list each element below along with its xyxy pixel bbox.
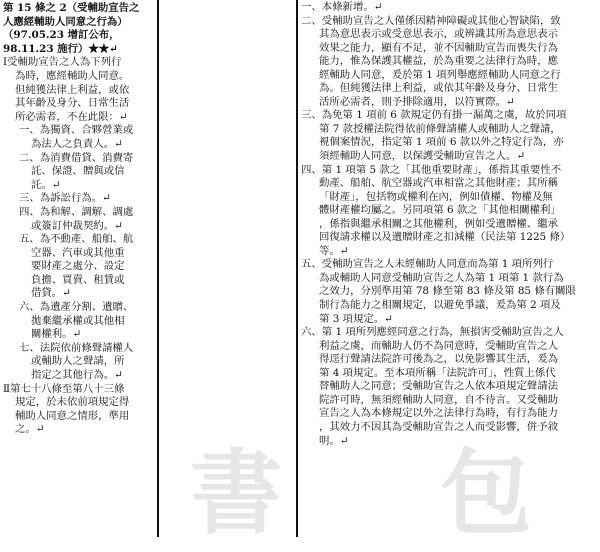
- reason-line: 「財產」，包括物或權利在內，例如債權、物權及無: [319, 190, 553, 203]
- list-item: 四、為和解、調解、調處: [19, 205, 134, 218]
- reason-item: 六、第 1 項所列應經同意之行為，無損害受輔助宣告之人: [301, 326, 564, 339]
- reason-line: 動產、船舶、航空器或汽車相當之其他財產；其所稱: [319, 177, 558, 190]
- list-item: 三、為訴訟行為。↵: [19, 192, 111, 205]
- reason-line: 視個案情況，指定第 1 項前 6 款以外之特定行為，亦: [319, 136, 564, 149]
- reason-item: 四、第 1 項第 5 款之「其他重要財產」，係指其重要性不: [301, 163, 562, 176]
- reason-line: 經輔助人同意，爰於第 1 項列舉應經輔助人同意之行: [319, 68, 561, 81]
- reason-line: 回復請求權以及遺贈財產之扣減權（民法第 1225 條）: [319, 231, 571, 244]
- list-item: 指定之其他行為。↵: [31, 369, 123, 382]
- list-item: 負擔、買賣、租賃或: [31, 273, 125, 286]
- paragraph-line: 輔助人同意之情形，準用: [15, 409, 130, 422]
- reason-line: 效果之能力，顯有不足，並不因輔助宣告而喪失行為: [319, 41, 558, 54]
- reason-line: 得逕行聲請法院許可後為之，以免影響其生活，爰為: [319, 353, 558, 366]
- list-item: 五、為不動產、船舶、航: [19, 233, 134, 246]
- reason-item: 一、本條新增。↵: [301, 1, 383, 13]
- list-item: 一、為獨資、合夥營業或: [19, 124, 134, 137]
- paragraph-line: 所必需者，不在此限：↵: [15, 110, 128, 123]
- article-title: 第 15 條之 2（受輔助宣告之: [3, 2, 140, 14]
- reason-line: ，係指與繼承相關之其他權利，例如受遺贈權、繼承: [319, 217, 558, 230]
- reason-item: 二、受輔助宣告之人僅係因精神障礙或其他心智缺陷，致: [301, 14, 561, 27]
- reason-line: 替輔助人之同意；受輔助宣告之人依本項規定聲請法: [319, 380, 558, 393]
- reason-line: 活所必需者，則予排除適用，以符實際。↵: [319, 95, 515, 108]
- statute-text: [0, 0, 157, 437]
- reason-line: 利益之虞，而輔助人仍不為同意時，受輔助宣告之人: [319, 339, 558, 352]
- paragraph-line: 但純獲法律上利益，或依: [15, 83, 130, 96]
- list-item: 拋棄繼承權或其他相: [31, 314, 125, 327]
- reason-line: 須經輔助人同意，以保護受輔助宣告之人。↵: [319, 150, 526, 163]
- reason-line: 第 4 項規定。至本項所稱「法院許可」，性質上係代: [319, 366, 556, 379]
- reason-line: 為或輔助人同意受輔助宣告之人為第 1 項第 1 款行為: [319, 271, 564, 284]
- reason-line: 制行為能力之相關規定，以避免爭議，爰為第 2 項及: [319, 299, 561, 312]
- paragraph-line: 之。↵: [15, 423, 45, 436]
- reason-line: 第 7 款授權法院得依前條聲請權人或輔助人之聲請，: [319, 122, 561, 135]
- reason-line: 之效力，分別準用第 78 條至第 83 條及第 85 條有關限: [319, 285, 576, 298]
- article-date: （97.05.23 增訂公布，: [3, 29, 120, 42]
- reason-line: 能力，惟為保護其權益，於為重要之法律行為時，應: [319, 55, 558, 68]
- paragraph-line: 規定，於未依前項規定得: [15, 396, 130, 409]
- list-item: 借貸。↵: [31, 287, 71, 300]
- list-item: 託、保證、贈與或信: [31, 165, 125, 178]
- reason-line: 宣告之人為本條規定以外之法律行為時，有行為能力: [319, 407, 558, 420]
- reason-line: 等。↵: [319, 244, 349, 257]
- list-item: 要財產之處分、設定: [31, 260, 125, 273]
- list-item: 二、為消費借貸、消費寄: [19, 151, 134, 164]
- list-item: 或簽訂仲裁契約。↵: [31, 219, 123, 232]
- explanation-text: [298, 0, 600, 448]
- paragraph-line: Ⅱ第七十八條至第八十三條: [3, 382, 125, 395]
- article-date: 98.11.23 施行）★★↵: [3, 42, 118, 55]
- list-item: 七、法院依前條聲請權人: [19, 341, 134, 354]
- reason-item: 五、受輔助宣告之人未經輔助人同意而為第 1 項所列行: [301, 258, 554, 271]
- reason-line: 院許可時，無須經輔助人同意，自不待言。又受輔助: [319, 393, 558, 406]
- list-item: 為法人之負責人。↵: [31, 137, 123, 150]
- list-item: 六、為遺產分割、遺贈、: [19, 301, 134, 314]
- paragraph-line: 其年齡及身分、日常生活: [15, 97, 130, 110]
- reason-line: ，其效力不因其為受輔助宣告之人而受影響，併予敘: [319, 420, 558, 433]
- reason-line: 第 3 項規定。↵: [319, 312, 393, 325]
- paragraph-line: 為時，應經輔助人同意。: [15, 69, 130, 82]
- article-title: 人應經輔助人同意之行為）: [3, 15, 128, 28]
- watermark-char: 書: [190, 440, 283, 547]
- reason-item: 三、為免第 1 項前 6 款規定仍有掛一漏萬之虞，故於同項: [301, 109, 567, 122]
- list-item: 關權利。↵: [31, 328, 82, 341]
- watermark-char: 包: [440, 440, 533, 547]
- reason-line: 明。↵: [319, 434, 349, 447]
- reason-line: 體財產權均屬之。另同項第 6 款之「其他相關權利」: [319, 204, 561, 217]
- list-item: 託。↵: [31, 178, 61, 191]
- blank-column: [159, 0, 298, 537]
- list-item: 空器、汽車或其他重: [31, 246, 125, 259]
- statute-column: [0, 0, 159, 537]
- reason-line: 其為意思表示或受意思表示，或辨識其所為意思表示: [319, 28, 558, 41]
- paragraph-line: Ⅰ受輔助宣告之人為下列行: [3, 56, 122, 69]
- explanation-column: [298, 0, 600, 537]
- list-item: 或輔助人之聲請，所: [31, 355, 125, 368]
- reason-line: 為。但純獲法律上利益，或依其年齡及身分、日常生: [319, 82, 558, 95]
